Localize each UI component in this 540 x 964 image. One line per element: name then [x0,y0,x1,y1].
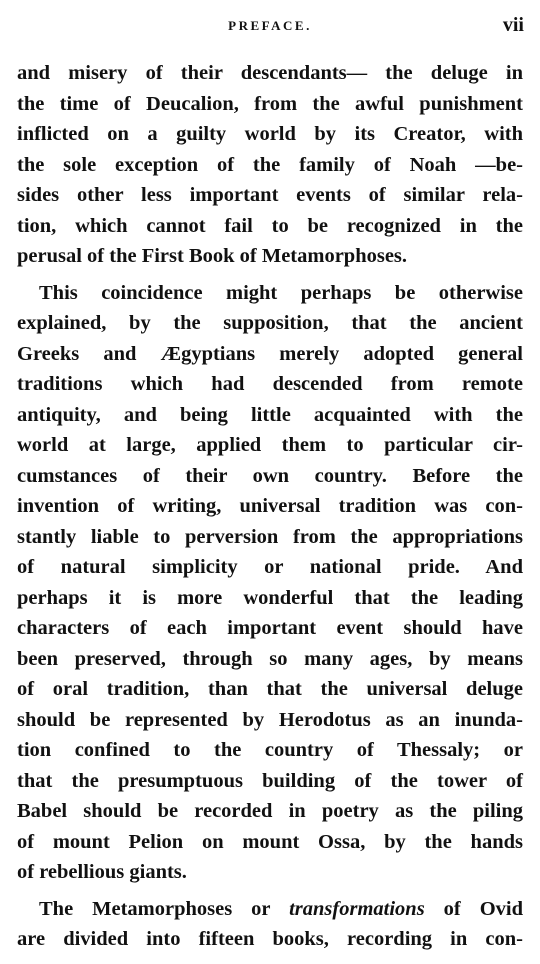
text-line: Greeks and Ægyptians merely adopted general [17,342,523,365]
text-line: characters of each important event should have [17,617,523,639]
paragraph-1 [17,58,523,272]
text-line: traditions which had descended from remote [17,373,523,395]
text-line: world at large, applied them to particular cir- [17,434,523,456]
text-line: are divided into fifteen books, recording in con- [17,928,523,950]
text-run: of Ovid [424,897,523,920]
page-number: vii [502,14,524,36]
text-line: should be represented by Herodotus as an inunda- [17,708,523,731]
text-line: perusal of the First Book of Metamorphoses. [17,245,408,267]
paragraph-2 [17,278,523,888]
text-line: cumstances of their own country. Before the [17,464,523,487]
text-line: of oral tradition, than that the universal deluge [17,678,523,700]
text-line: of natural simplicity or national pride. And [17,556,523,578]
text-line: of rebellious giants. [17,861,187,883]
text-line: tion, which cannot fail to be recognized in the [17,214,523,237]
text-line: stantly liable to perversion from the appropriations [17,525,523,548]
text-line: sides other less important events of similar rela- [17,184,523,206]
text-line: tion confined to the country of Thessaly; or [17,739,523,761]
text-line: inflicted on a guilty world by its Creator, with [17,123,523,145]
page-header [0,14,540,44]
text-line: been preserved, through so many ages, by means [17,647,523,670]
text-line: perhaps it is more wonderful that the leading [17,586,523,609]
text-line: that the presumptuous building of the tower of [17,769,523,792]
page-body [17,58,523,955]
text-run: The Metamorphoses or [39,897,290,920]
text-line: antiquity, and being little acquainted with the [17,403,523,426]
text-line: This coincidence might perhaps be otherwise [39,281,523,304]
italic-term: transformations [289,897,425,920]
text-line: the sole exception of the family of Noah —be- [17,153,523,176]
text-line: of mount Pelion on mount Ossa, by the hands [17,830,523,853]
text-line: the time of Deucalion, from the awful punishment [17,92,523,115]
text-line-mixed [17,894,523,925]
text-line: Babel should be recorded in poetry as the piling [17,800,523,822]
running-head: PREFACE. [228,18,312,33]
paragraph-3 [17,894,523,955]
text-line: and misery of their descendants— the deluge in [17,62,523,84]
text-line: invention of writing, universal tradition was con- [17,495,523,517]
text-line: explained, by the supposition, that the ancient [17,312,523,334]
